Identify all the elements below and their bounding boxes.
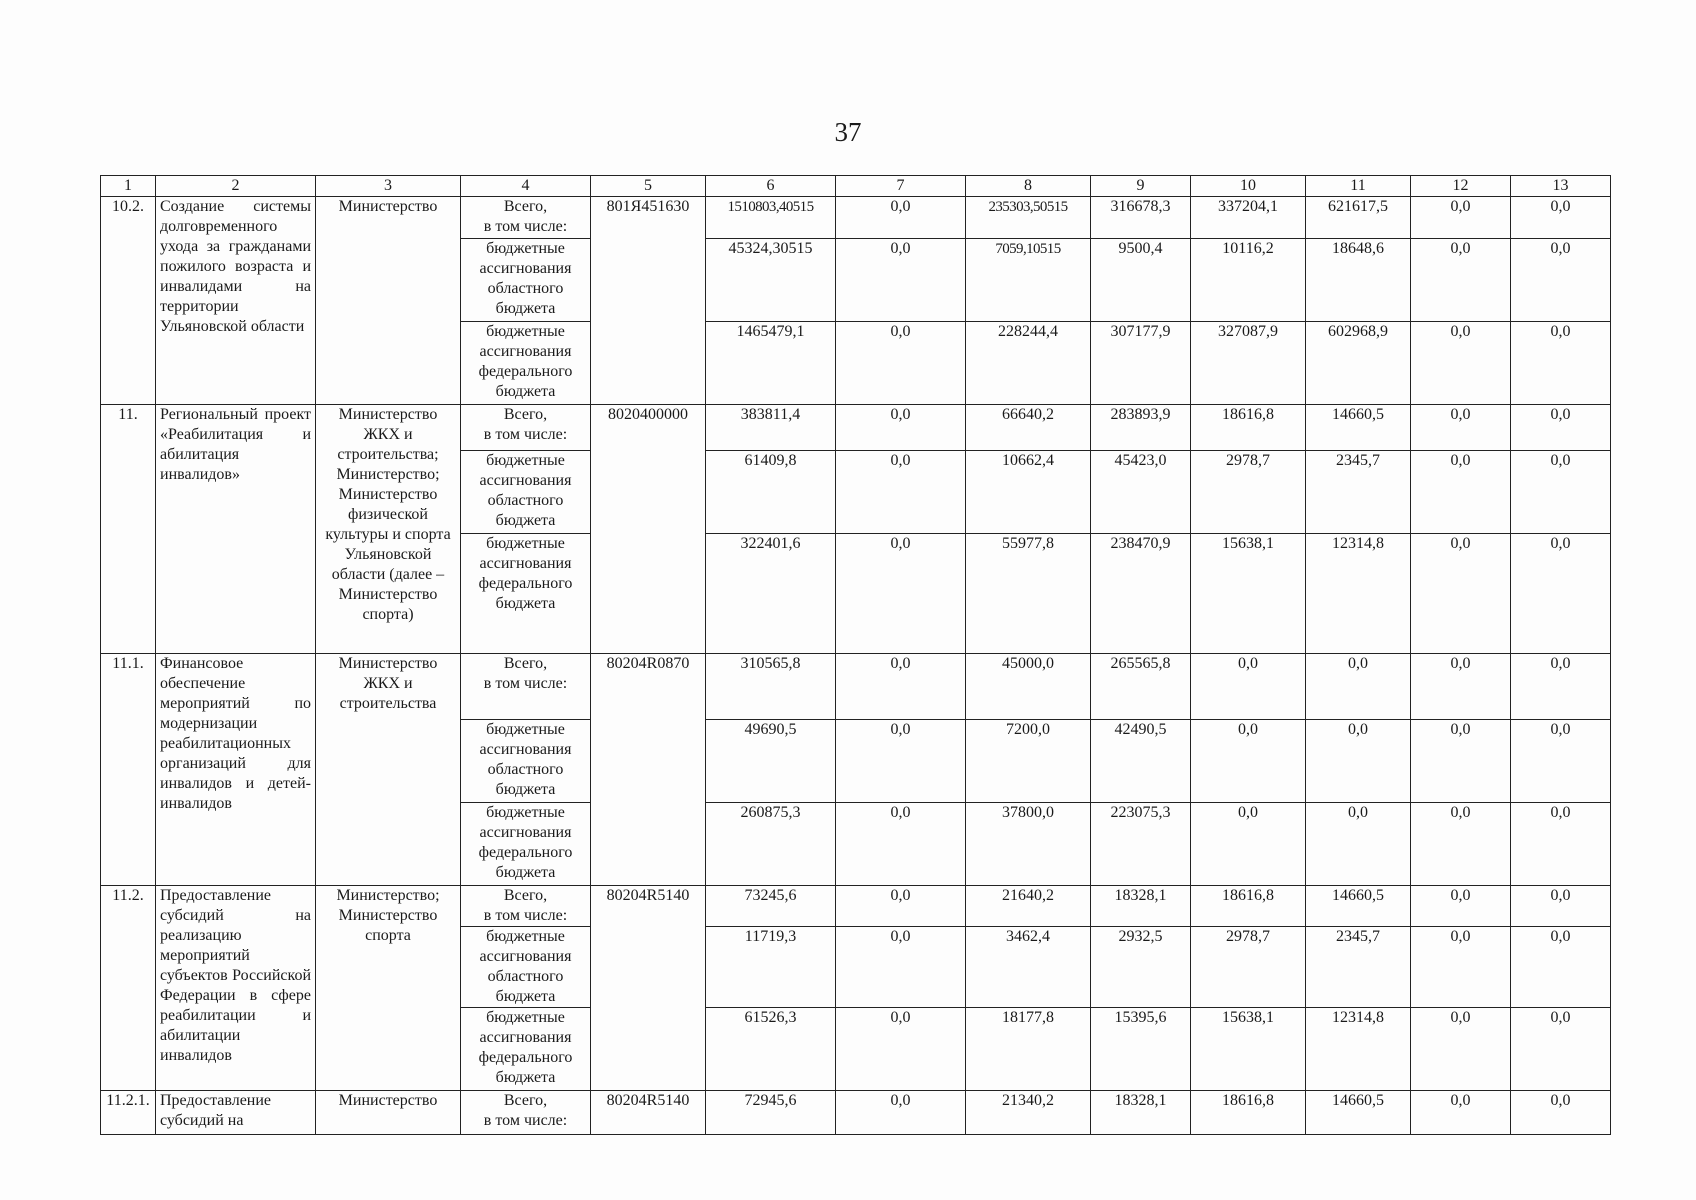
funding-source-total (461, 405, 591, 451)
column-header: 12 (1411, 176, 1511, 197)
value-cell: 18328,1 (1091, 1091, 1191, 1135)
funding-source-total (461, 654, 591, 720)
responsible-party: Министерство (316, 1091, 461, 1135)
funding-source-federal: бюджетные ассигнования федерального бюджета (461, 322, 591, 405)
value-cell: 0,0 (836, 405, 966, 451)
column-header: 7 (836, 176, 966, 197)
value-cell: 7059,10515 (966, 239, 1091, 322)
value-cell: 0,0 (1511, 1008, 1611, 1091)
value-cell: 1465479,1 (706, 322, 836, 405)
value-cell: 602968,9 (1306, 322, 1411, 405)
budget-code: 80204R5140 (591, 886, 706, 1091)
total-label: Всего, (503, 406, 548, 423)
value-cell: 0,0 (836, 1091, 966, 1135)
funding-source-federal: бюджетные ассигнования федерального бюджета (461, 803, 591, 886)
item-number: 11. (101, 405, 156, 654)
value-cell: 265565,8 (1091, 654, 1191, 720)
value-cell: 0,0 (1511, 197, 1611, 239)
value-cell: 0,0 (1511, 534, 1611, 654)
value-cell: 18616,8 (1191, 886, 1306, 927)
value-cell: 2345,7 (1306, 927, 1411, 1008)
value-cell: 0,0 (1411, 534, 1511, 654)
responsible-party: Министерство; Министерство спорта (316, 886, 461, 1091)
value-cell: 2932,5 (1091, 927, 1191, 1008)
value-cell: 0,0 (1511, 886, 1611, 927)
item-name: Предоставление субсидий на реализацию мероприятий субъектов Российской Федерации в сфере реабилитации и абилитации инвалидов (156, 886, 316, 1091)
value-cell: 0,0 (1411, 197, 1511, 239)
value-cell: 383811,4 (706, 405, 836, 451)
item-number: 11.2.1. (101, 1091, 156, 1135)
value-cell: 0,0 (1411, 239, 1511, 322)
value-cell: 0,0 (1411, 1008, 1511, 1091)
value-cell: 0,0 (1411, 803, 1511, 886)
value-cell: 260875,3 (706, 803, 836, 886)
page-number: 37 (834, 117, 862, 147)
value-cell: 11719,3 (706, 927, 836, 1008)
column-header: 10 (1191, 176, 1306, 197)
value-cell: 18328,1 (1091, 886, 1191, 927)
value-cell: 21640,2 (966, 886, 1091, 927)
value-cell: 0,0 (836, 197, 966, 239)
value-cell: 7200,0 (966, 720, 1091, 803)
value-cell: 2345,7 (1306, 451, 1411, 534)
value-cell: 0,0 (1191, 720, 1306, 803)
value-cell: 0,0 (836, 886, 966, 927)
responsible-party: Министерство ЖКХ и строительства; Министерство; Министерство физической культуры и спорта Ульяновской области (далее – Министерство спорта) (316, 405, 461, 654)
funding-source-regional: бюджетные ассигнования областного бюджета (461, 720, 591, 803)
funding-source-total (461, 886, 591, 927)
value-cell: 42490,5 (1091, 720, 1191, 803)
item-name: Предоставление субсидий на (156, 1091, 316, 1135)
value-cell: 316678,3 (1091, 197, 1191, 239)
value-cell: 15395,6 (1091, 1008, 1191, 1091)
value-cell: 10116,2 (1191, 239, 1306, 322)
value-cell: 45423,0 (1091, 451, 1191, 534)
table-row (101, 654, 1611, 720)
value-cell: 14660,5 (1306, 405, 1411, 451)
table-row (101, 197, 1611, 239)
item-name: Финансовое обеспечение мероприятий по модернизации реабилитационных организаций для инвалидов и детей-инвалидов (156, 654, 316, 886)
budget-code: 8020400000 (591, 405, 706, 654)
value-cell: 0,0 (1511, 451, 1611, 534)
item-number: 10.2. (101, 197, 156, 405)
value-cell: 61409,8 (706, 451, 836, 534)
value-cell: 12314,8 (1306, 534, 1411, 654)
value-cell: 49690,5 (706, 720, 836, 803)
value-cell: 0,0 (1411, 451, 1511, 534)
value-cell: 1510803,40515 (706, 197, 836, 239)
value-cell: 0,0 (1411, 405, 1511, 451)
value-cell: 322401,6 (706, 534, 836, 654)
value-cell: 55977,8 (966, 534, 1091, 654)
value-cell: 0,0 (1511, 239, 1611, 322)
budget-code: 80204R5140 (591, 1091, 706, 1135)
value-cell: 0,0 (1191, 654, 1306, 720)
value-cell: 0,0 (1306, 803, 1411, 886)
value-cell: 0,0 (1511, 927, 1611, 1008)
column-header: 5 (591, 176, 706, 197)
value-cell: 0,0 (1411, 886, 1511, 927)
value-cell: 0,0 (1411, 322, 1511, 405)
in-that-label: в том числе: (483, 1112, 568, 1129)
value-cell: 21340,2 (966, 1091, 1091, 1135)
value-cell: 14660,5 (1306, 886, 1411, 927)
table-row (101, 1091, 1611, 1135)
value-cell: 0,0 (1511, 654, 1611, 720)
value-cell: 337204,1 (1191, 197, 1306, 239)
value-cell: 15638,1 (1191, 534, 1306, 654)
value-cell: 0,0 (836, 239, 966, 322)
value-cell: 0,0 (836, 720, 966, 803)
funding-source-regional: бюджетные ассигнования областного бюджета (461, 927, 591, 1008)
value-cell: 0,0 (836, 803, 966, 886)
total-label: Всего, (503, 887, 548, 904)
value-cell: 73245,6 (706, 886, 836, 927)
table-row (101, 405, 1611, 451)
value-cell: 0,0 (1411, 927, 1511, 1008)
total-label: Всего, (503, 198, 548, 215)
value-cell: 18616,8 (1191, 1091, 1306, 1135)
value-cell: 0,0 (836, 1008, 966, 1091)
in-that-label: в том числе: (483, 426, 568, 443)
in-that-label: в том числе: (483, 675, 568, 692)
value-cell: 66640,2 (966, 405, 1091, 451)
value-cell: 3462,4 (966, 927, 1091, 1008)
value-cell: 12314,8 (1306, 1008, 1411, 1091)
value-cell: 0,0 (836, 534, 966, 654)
value-cell: 45324,30515 (706, 239, 836, 322)
value-cell: 0,0 (1511, 405, 1611, 451)
total-label: Всего, (503, 1092, 548, 1109)
value-cell: 37800,0 (966, 803, 1091, 886)
value-cell: 310565,8 (706, 654, 836, 720)
funding-source-federal: бюджетные ассигнования федерального бюджета (461, 1008, 591, 1091)
value-cell: 0,0 (1191, 803, 1306, 886)
responsible-party: Министерство (316, 197, 461, 405)
in-that-label: в том числе: (483, 218, 568, 235)
budget-code: 801Я451630 (591, 197, 706, 405)
column-header: 3 (316, 176, 461, 197)
value-cell: 307177,9 (1091, 322, 1191, 405)
value-cell: 327087,9 (1191, 322, 1306, 405)
value-cell: 2978,7 (1191, 927, 1306, 1008)
budget-table (100, 175, 1611, 1135)
item-name: Региональный проект «Реабилитация и абилитация инвалидов» (156, 405, 316, 654)
value-cell: 0,0 (1306, 720, 1411, 803)
value-cell: 2978,7 (1191, 451, 1306, 534)
value-cell: 0,0 (1411, 654, 1511, 720)
value-cell: 283893,9 (1091, 405, 1191, 451)
value-cell: 18616,8 (1191, 405, 1306, 451)
value-cell: 18177,8 (966, 1008, 1091, 1091)
value-cell: 0,0 (1411, 1091, 1511, 1135)
value-cell: 235303,50515 (966, 197, 1091, 239)
column-header: 9 (1091, 176, 1191, 197)
value-cell: 238470,9 (1091, 534, 1191, 654)
column-header: 2 (156, 176, 316, 197)
responsible-party: Министерство ЖКХ и строительства (316, 654, 461, 886)
value-cell: 223075,3 (1091, 803, 1191, 886)
column-header: 6 (706, 176, 836, 197)
value-cell: 10662,4 (966, 451, 1091, 534)
column-numbers-row (101, 176, 1611, 197)
value-cell: 0,0 (1411, 720, 1511, 803)
value-cell: 14660,5 (1306, 1091, 1411, 1135)
budget-code: 80204R0870 (591, 654, 706, 886)
funding-source-regional: бюджетные ассигнования областного бюджета (461, 239, 591, 322)
value-cell: 15638,1 (1191, 1008, 1306, 1091)
column-header: 8 (966, 176, 1091, 197)
funding-source-regional: бюджетные ассигнования областного бюджета (461, 451, 591, 534)
funding-source-federal: бюджетные ассигнования федерального бюджета (461, 534, 591, 654)
value-cell: 621617,5 (1306, 197, 1411, 239)
value-cell: 9500,4 (1091, 239, 1191, 322)
value-cell: 228244,4 (966, 322, 1091, 405)
in-that-label: в том числе: (483, 907, 568, 924)
value-cell: 0,0 (1511, 803, 1611, 886)
value-cell: 0,0 (1511, 720, 1611, 803)
value-cell: 45000,0 (966, 654, 1091, 720)
value-cell: 18648,6 (1306, 239, 1411, 322)
funding-source-total (461, 1091, 591, 1135)
value-cell: 0,0 (836, 654, 966, 720)
value-cell: 72945,6 (706, 1091, 836, 1135)
value-cell: 0,0 (1511, 322, 1611, 405)
item-name: Создание системы долговременного ухода за гражданами пожилого возраста и инвалидами на территории Ульяновской области (156, 197, 316, 405)
value-cell: 0,0 (1306, 654, 1411, 720)
value-cell: 0,0 (836, 927, 966, 1008)
column-header: 1 (101, 176, 156, 197)
column-header: 13 (1511, 176, 1611, 197)
value-cell: 0,0 (836, 451, 966, 534)
column-header: 11 (1306, 176, 1411, 197)
value-cell: 0,0 (1511, 1091, 1611, 1135)
total-label: Всего, (503, 655, 548, 672)
value-cell: 61526,3 (706, 1008, 836, 1091)
value-cell: 0,0 (836, 322, 966, 405)
funding-source-total (461, 197, 591, 239)
table-row (101, 886, 1611, 927)
column-header: 4 (461, 176, 591, 197)
item-number: 11.2. (101, 886, 156, 1091)
item-number: 11.1. (101, 654, 156, 886)
